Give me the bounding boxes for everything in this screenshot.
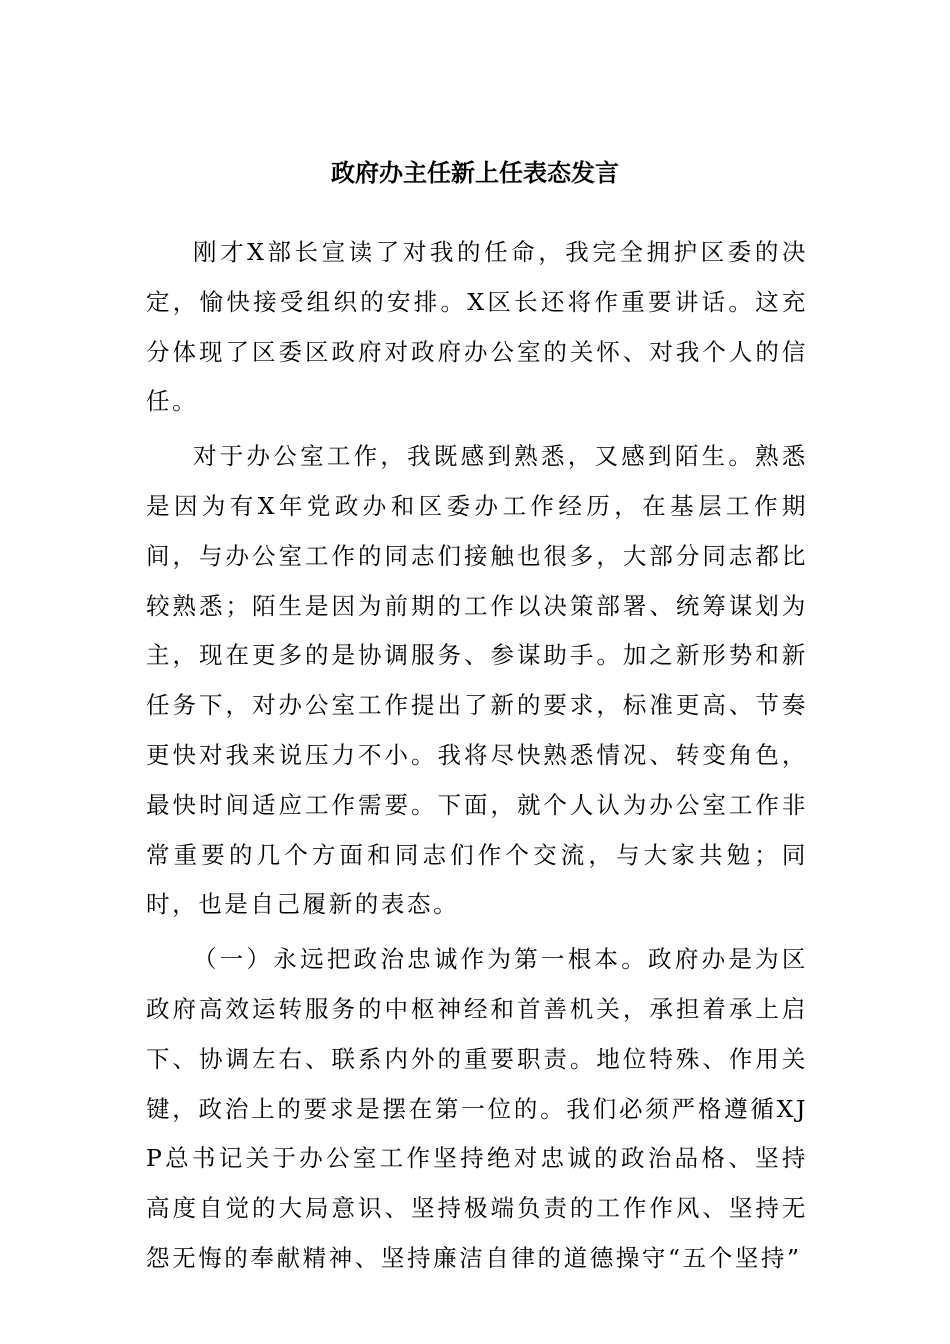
paragraph-appointment: 刚才X部长宣读了对我的任命，我完全拥护区委的决定，愉快接受组织的安排。X区长还将作重要讲话。这充分体现了区委区政府对政府办公室的关怀、对我个人的信任。 [146, 238, 808, 416]
document-title: 政府办主任新上任表态发言 [331, 158, 619, 187]
paragraph-political-loyalty: （一）永远把政治忠诚作为第一根本。政府办是为区政府高效运转服务的中枢神经和首善机关，承担着承上启下、协调左右、联系内外的重要职责。地位特殊、作用关键，政治上的要求是摆在第一位的。我们必须严格遵循XJP总书记关于办公室工作坚持绝对忠诚的政治品格、坚持高度自觉的大局意识、坚持极端负责的工作作风、坚持无怨无悔的奉献精神、坚持廉洁自律的道德操守“五个坚持” [146, 945, 808, 1272]
paragraph-familiarity: 对于办公室工作，我既感到熟悉，又感到陌生。熟悉是因为有X年党政办和区委办工作经历，在基层工作期间，与办公室工作的同志们接触也很多，大部分同志都比较熟悉；陌生是因为前期的工作以决策部署、统筹谋划为主，现在更多的是协调服务、参谋助手。加之新形势和新任务下，对办公室工作提出了新的要求，标准更高、节奏更快对我来说压力不小。我将尽快熟悉情况、转变角色，最快时间适应工作需要。下面，就个人认为办公室工作非常重要的几个方面和同志们作个交流，与大家共勉；同时，也是自己履新的表态。 [146, 442, 808, 919]
document-body [146, 228, 808, 1284]
